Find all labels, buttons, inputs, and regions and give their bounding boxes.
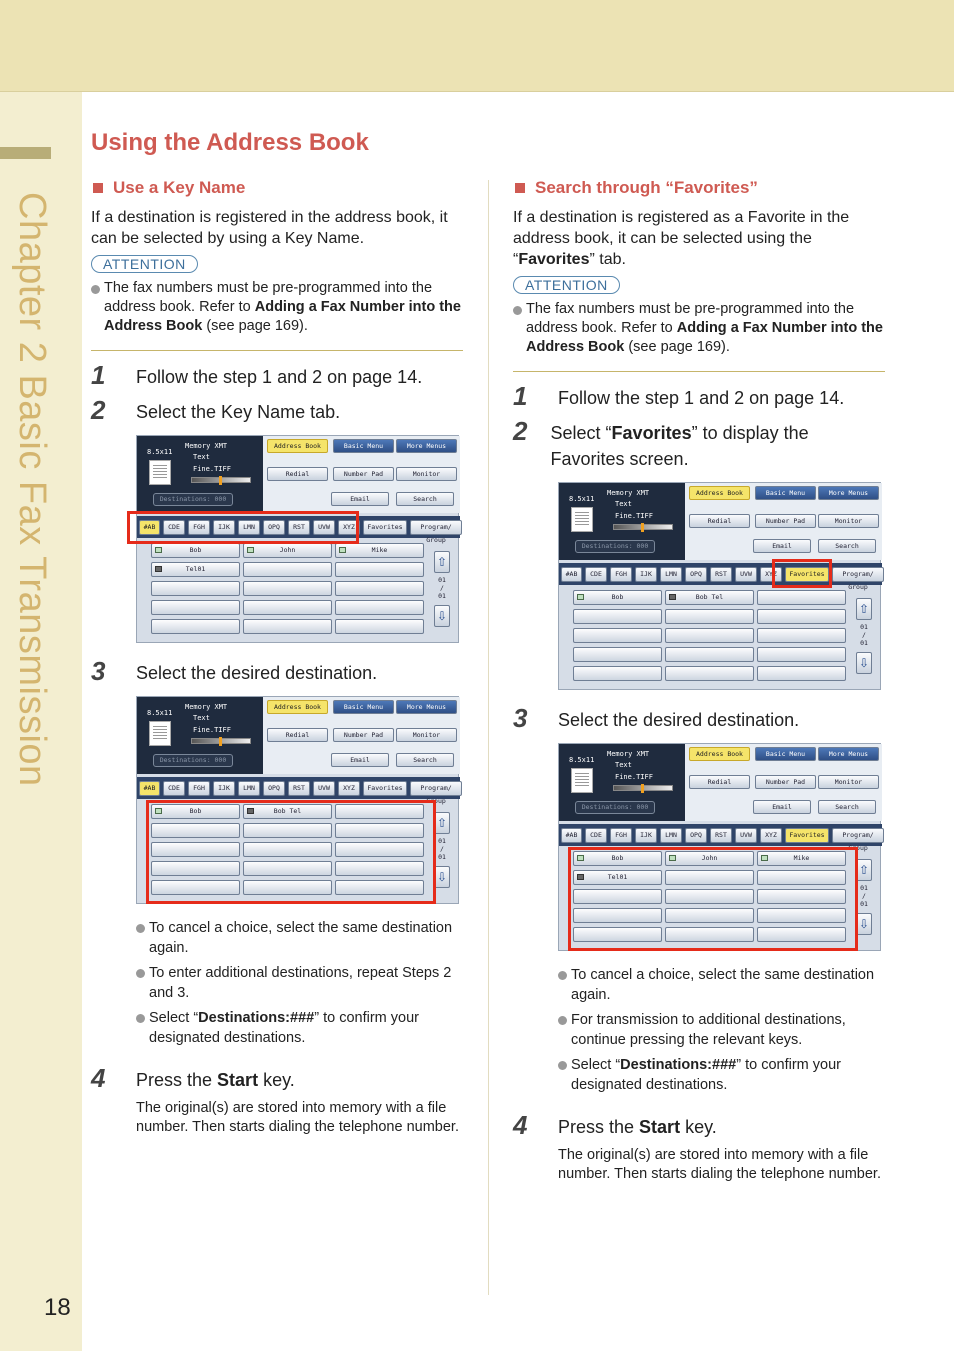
menu-button[interactable]: Address Book bbox=[267, 439, 328, 453]
button-area bbox=[685, 483, 882, 560]
destinations-button[interactable]: Destinations: 000 bbox=[153, 493, 233, 506]
paper-size-label: 8.5x11 bbox=[147, 448, 173, 456]
step-number: 4 bbox=[513, 1110, 528, 1140]
button-area bbox=[263, 436, 460, 513]
phone-icon bbox=[669, 594, 676, 600]
step-text: Follow the step 1 and 2 on page 14. bbox=[558, 388, 845, 408]
mode-label: Memory XMT bbox=[185, 442, 228, 450]
destination-name: Bob bbox=[189, 807, 202, 815]
bullet-icon bbox=[558, 1016, 567, 1025]
tab-key[interactable]: CDE bbox=[585, 567, 607, 582]
menu-button[interactable]: Basic Menu bbox=[333, 700, 394, 714]
tab-key[interactable]: OPQ bbox=[263, 781, 285, 796]
menu-button[interactable]: Basic Menu bbox=[333, 439, 394, 453]
destination-key[interactable] bbox=[335, 581, 424, 596]
scroll-up-button[interactable]: ⇧ bbox=[856, 859, 872, 881]
highlight-box bbox=[568, 847, 858, 951]
page-indicator-part: / bbox=[440, 845, 444, 853]
status-panel bbox=[559, 744, 685, 821]
search-button[interactable]: Search bbox=[396, 753, 454, 767]
function-button[interactable]: Redial bbox=[267, 728, 328, 742]
destination-key[interactable] bbox=[757, 647, 846, 662]
page-indicator-part: 01 bbox=[438, 592, 446, 600]
tab-key[interactable]: UVW bbox=[735, 828, 757, 843]
tab-key[interactable]: RST bbox=[710, 828, 732, 843]
tab-key[interactable]: FGH bbox=[610, 567, 632, 582]
bullet-item bbox=[136, 1008, 463, 1048]
destination-name: Mike bbox=[793, 854, 810, 862]
destination-key[interactable] bbox=[665, 609, 754, 624]
tab-key[interactable]: UVW bbox=[735, 567, 757, 582]
page-indicator-part: 01 bbox=[860, 639, 868, 647]
tab-key[interactable]: #AB bbox=[561, 828, 582, 843]
header-band bbox=[0, 0, 954, 92]
chapter-title: Chapter 2 Basic Fax Transmission bbox=[11, 192, 53, 787]
subsection-heading-text: Use a Key Name bbox=[113, 178, 246, 197]
search-button[interactable]: Search bbox=[818, 800, 876, 814]
destination-name: Tel01 bbox=[607, 873, 628, 881]
bullet-item bbox=[558, 1055, 885, 1095]
tab-key[interactable]: RST bbox=[288, 781, 310, 796]
page-indicator-part: / bbox=[862, 892, 866, 900]
destination-key[interactable] bbox=[573, 590, 662, 605]
destination-key[interactable] bbox=[335, 543, 424, 558]
destination-name: Bob bbox=[189, 546, 202, 554]
function-button[interactable]: Number Pad bbox=[333, 728, 394, 742]
contrast-slider[interactable] bbox=[191, 738, 251, 744]
step-text-part: Press the bbox=[136, 1070, 218, 1090]
tab-key[interactable]: OPQ bbox=[685, 828, 707, 843]
tab-key[interactable]: Favorites bbox=[363, 781, 407, 796]
bullet-item bbox=[558, 1010, 885, 1050]
menu-button[interactable]: More Menus bbox=[396, 700, 457, 714]
bullet-item bbox=[558, 965, 885, 1005]
menu-button[interactable]: Address Book bbox=[267, 700, 328, 714]
bullet-text: To cancel a choice, select the same destination again. bbox=[571, 967, 875, 1003]
tab-key[interactable]: Favorites bbox=[785, 567, 829, 582]
tab-key[interactable]: XYZ bbox=[338, 781, 360, 796]
step-bold-text: Start bbox=[217, 1070, 259, 1090]
destination-key[interactable] bbox=[335, 562, 424, 577]
contrast-slider[interactable] bbox=[613, 785, 673, 791]
scroll-up-button[interactable]: ⇧ bbox=[434, 551, 450, 573]
note-bold-text: Adding a Fax Number into the Address Book bbox=[104, 299, 461, 334]
page-number: 18 bbox=[44, 1294, 71, 1321]
destination-name: Bob bbox=[611, 854, 624, 862]
tab-key[interactable]: LMN bbox=[238, 520, 260, 535]
step-text bbox=[558, 1111, 717, 1140]
document-icon bbox=[571, 768, 593, 793]
square-bullet-icon bbox=[93, 183, 103, 193]
file-format-label: Fine.TIFF bbox=[615, 512, 653, 520]
step-number: 3 bbox=[513, 703, 528, 733]
step-4 bbox=[91, 1064, 463, 1093]
contrast-slider[interactable] bbox=[191, 477, 251, 483]
scroll-up-button[interactable]: ⇧ bbox=[434, 812, 450, 834]
destination-key[interactable] bbox=[151, 600, 240, 615]
bullet-bold-text: Destinations:### bbox=[620, 1057, 737, 1073]
chapter-tab-marker bbox=[0, 147, 51, 159]
paper-size-label: 8.5x11 bbox=[147, 709, 173, 717]
key-name-tabs bbox=[559, 824, 882, 852]
tab-key[interactable]: LMN bbox=[238, 781, 260, 796]
destination-key[interactable] bbox=[757, 628, 846, 643]
destination-key[interactable] bbox=[151, 562, 240, 577]
bullet-text: ” to confirm your designated destinations. bbox=[571, 1057, 841, 1093]
page-indicator-part: 01 bbox=[438, 837, 446, 845]
tab-key[interactable]: Favorites bbox=[785, 828, 829, 843]
destination-key[interactable] bbox=[757, 590, 846, 605]
menu-button[interactable]: Address Book bbox=[689, 747, 750, 761]
subsection-heading bbox=[513, 176, 885, 200]
step-description: The original(s) are stored into memory with a file number. Then starts dialing the telephone number. bbox=[558, 1147, 881, 1182]
destination-name: Mike bbox=[371, 546, 388, 554]
page-indicator-part: / bbox=[862, 631, 866, 639]
file-format-label: Fine.TIFF bbox=[193, 465, 231, 473]
destination-key[interactable] bbox=[243, 581, 332, 596]
fax-screen bbox=[558, 482, 881, 690]
tab-key[interactable]: IJK bbox=[213, 520, 235, 535]
destination-name: Tel01 bbox=[185, 565, 206, 573]
tab-key[interactable]: LMN bbox=[660, 567, 682, 582]
menu-button[interactable]: More Menus bbox=[818, 747, 879, 761]
step-number: 2 bbox=[513, 416, 528, 446]
text-mode-label: Text bbox=[193, 453, 210, 461]
destination-key[interactable] bbox=[243, 562, 332, 577]
intro-text-part: ” tab. bbox=[589, 251, 626, 268]
intro-text: If a destination is registered in the address book, it can be selected by using a Key Name. bbox=[91, 209, 448, 247]
step-2 bbox=[91, 396, 463, 425]
mode-label: Memory XMT bbox=[607, 750, 650, 758]
step-text-part: key. bbox=[258, 1070, 295, 1090]
function-button[interactable]: Number Pad bbox=[755, 775, 816, 789]
page-indicator-part: 01 bbox=[438, 853, 446, 861]
note-text: The fax numbers must be pre-programmed into the address book. Refer to bbox=[104, 280, 433, 315]
menu-button[interactable]: More Menus bbox=[818, 486, 879, 500]
bullet-text: Select “ bbox=[571, 1057, 621, 1073]
file-format-label: Fine.TIFF bbox=[193, 726, 231, 734]
email-button[interactable]: Email bbox=[331, 753, 389, 767]
step-4 bbox=[513, 1111, 885, 1140]
tab-key[interactable]: UVW bbox=[313, 520, 335, 535]
note-text: The fax numbers must be pre-programmed into the address book. Refer to bbox=[526, 301, 855, 336]
tab-key[interactable]: OPQ bbox=[263, 520, 285, 535]
step-number: 4 bbox=[91, 1063, 106, 1093]
destination-key[interactable] bbox=[243, 619, 332, 634]
step-number: 1 bbox=[91, 360, 106, 390]
function-button[interactable]: Redial bbox=[689, 514, 750, 528]
destination-key[interactable] bbox=[573, 609, 662, 624]
function-button[interactable]: Monitor bbox=[818, 514, 879, 528]
tab-key[interactable]: Favorites bbox=[363, 520, 407, 535]
intro-text bbox=[513, 207, 885, 270]
destination-key[interactable] bbox=[243, 600, 332, 615]
note-text: (see page 169). bbox=[624, 339, 730, 355]
destinations-button[interactable]: Destinations: 000 bbox=[153, 754, 233, 767]
bullet-bold-text: Destinations:### bbox=[198, 1010, 315, 1026]
subsection-heading-text: Search through “Favorites” bbox=[535, 178, 758, 197]
highlight-box bbox=[146, 800, 436, 904]
document-icon bbox=[571, 507, 593, 532]
key-name-tabs bbox=[559, 563, 882, 591]
search-button[interactable]: Search bbox=[818, 539, 876, 553]
button-area bbox=[685, 744, 882, 821]
note-bold-text: Adding a Fax Number into the Address Book bbox=[526, 320, 883, 355]
destination-key[interactable] bbox=[757, 666, 846, 681]
note-text: (see page 169). bbox=[202, 318, 308, 334]
highlight-box bbox=[127, 511, 359, 544]
bullet-text: ” to confirm your designated destinations. bbox=[149, 1010, 419, 1046]
tab-key[interactable]: #AB bbox=[139, 781, 160, 796]
bullet-text: For transmission to additional destinations, continue pressing the relevant keys. bbox=[571, 1012, 846, 1048]
section-title: Using the Address Book bbox=[91, 129, 369, 156]
intro-bold-text: Favorites bbox=[518, 251, 590, 268]
tab-key[interactable]: FGH bbox=[188, 781, 210, 796]
scroll-down-button[interactable]: ⇩ bbox=[856, 913, 872, 935]
fax-screen bbox=[136, 435, 459, 643]
right-column bbox=[513, 176, 885, 1184]
text-mode-label: Text bbox=[615, 500, 632, 508]
destination-key[interactable] bbox=[665, 647, 754, 662]
step-text-part: Select “ bbox=[550, 423, 612, 443]
page-indicator bbox=[856, 884, 872, 908]
destination-key[interactable] bbox=[151, 581, 240, 596]
step-text-part: ” to display the Favorites screen. bbox=[550, 423, 809, 469]
bullet-text: To enter additional destinations, repeat Steps 2 and 3. bbox=[149, 965, 452, 1001]
destination-name: Bob Tel bbox=[695, 593, 724, 601]
page-indicator bbox=[856, 623, 872, 647]
destination-key[interactable] bbox=[151, 619, 240, 634]
scroll-down-button[interactable]: ⇩ bbox=[434, 605, 450, 627]
page-indicator-part: 01 bbox=[860, 900, 868, 908]
destination-name: Bob bbox=[611, 593, 624, 601]
function-button[interactable]: Number Pad bbox=[755, 514, 816, 528]
tab-key[interactable]: #AB bbox=[561, 567, 582, 582]
intro-text-part: If a destination is registered as a Favorite in the address book, it can be selected using the “ bbox=[513, 209, 850, 268]
tab-key[interactable]: CDE bbox=[585, 828, 607, 843]
tab-key[interactable]: CDE bbox=[163, 520, 185, 535]
destinations-button[interactable]: Destinations: 000 bbox=[575, 801, 655, 814]
page-indicator-part: 01 bbox=[438, 576, 446, 584]
scroll-up-button[interactable]: ⇧ bbox=[856, 598, 872, 620]
page-indicator bbox=[434, 576, 450, 600]
destination-key[interactable] bbox=[335, 600, 424, 615]
destination-key[interactable] bbox=[665, 666, 754, 681]
status-panel bbox=[137, 436, 263, 513]
tab-key[interactable]: Program/ Group bbox=[832, 567, 884, 582]
fax-screen bbox=[558, 743, 881, 951]
attention-note bbox=[91, 279, 463, 336]
document-icon bbox=[149, 721, 171, 746]
tab-key[interactable]: XYZ bbox=[760, 828, 782, 843]
destination-name: Bob Tel bbox=[273, 807, 302, 815]
bullet-text: To cancel a choice, select the same destination again. bbox=[149, 920, 453, 956]
menu-button[interactable]: Address Book bbox=[689, 486, 750, 500]
email-button[interactable]: Email bbox=[753, 539, 811, 553]
tab-key[interactable]: #AB bbox=[139, 520, 160, 535]
page-indicator-part: / bbox=[440, 584, 444, 592]
scroll-down-button[interactable]: ⇩ bbox=[856, 652, 872, 674]
column-divider bbox=[488, 180, 489, 1295]
button-area bbox=[263, 697, 460, 774]
bullet-icon bbox=[91, 285, 100, 294]
destination-key[interactable] bbox=[757, 609, 846, 624]
attention-label: ATTENTION bbox=[513, 276, 620, 294]
tab-key[interactable]: FGH bbox=[610, 828, 632, 843]
function-button[interactable]: Monitor bbox=[396, 728, 457, 742]
step-text bbox=[551, 417, 885, 472]
tab-key[interactable]: XYZ bbox=[338, 520, 360, 535]
subsection-heading bbox=[91, 176, 463, 200]
status-panel bbox=[137, 697, 263, 774]
phone-icon bbox=[155, 566, 162, 572]
attention-note bbox=[513, 300, 885, 357]
divider bbox=[91, 350, 463, 351]
menu-button[interactable]: Basic Menu bbox=[755, 747, 816, 761]
left-column bbox=[91, 176, 463, 1137]
menu-button[interactable]: More Menus bbox=[396, 439, 457, 453]
text-mode-label: Text bbox=[615, 761, 632, 769]
scroll-down-button[interactable]: ⇩ bbox=[434, 866, 450, 888]
step-1 bbox=[513, 382, 885, 411]
step-1 bbox=[91, 361, 463, 390]
step-text: Select the desired destination. bbox=[558, 710, 800, 730]
email-icon bbox=[577, 594, 584, 600]
attention-label: ATTENTION bbox=[91, 255, 198, 273]
contrast-slider[interactable] bbox=[613, 524, 673, 530]
step-2 bbox=[513, 417, 885, 472]
bullet-icon bbox=[136, 1014, 145, 1023]
destination-key[interactable] bbox=[573, 628, 662, 643]
text-mode-label: Text bbox=[193, 714, 210, 722]
tab-key[interactable]: Program/ Group bbox=[832, 828, 884, 843]
bullet-icon bbox=[513, 306, 522, 315]
step-text: Select the Key Name tab. bbox=[136, 402, 341, 422]
tab-key[interactable]: IJK bbox=[635, 828, 657, 843]
bullet-icon bbox=[136, 969, 145, 978]
function-button[interactable]: Number Pad bbox=[333, 467, 394, 481]
destination-name: John bbox=[701, 854, 718, 862]
tab-key[interactable]: IJK bbox=[635, 567, 657, 582]
highlight-box bbox=[772, 559, 832, 588]
step-text: Select the desired destination. bbox=[136, 663, 378, 683]
tab-key[interactable]: Program/ Group bbox=[410, 781, 462, 796]
step-3 bbox=[513, 704, 885, 733]
key-name-tabs bbox=[137, 777, 460, 805]
destination-key[interactable] bbox=[573, 647, 662, 662]
bullet-text: Select “ bbox=[149, 1010, 199, 1026]
tab-key[interactable]: XYZ bbox=[760, 567, 782, 582]
bullet-icon bbox=[558, 1061, 567, 1070]
bullet-item bbox=[136, 963, 463, 1003]
step-text-part: Press the bbox=[558, 1117, 640, 1137]
step-number: 1 bbox=[513, 381, 528, 411]
email-icon bbox=[247, 547, 254, 553]
destination-key[interactable] bbox=[665, 590, 754, 605]
email-icon bbox=[155, 547, 162, 553]
destination-key[interactable] bbox=[243, 543, 332, 558]
destination-key[interactable] bbox=[335, 619, 424, 634]
square-bullet-icon bbox=[515, 183, 525, 193]
mode-label: Memory XMT bbox=[185, 703, 228, 711]
destinations-button[interactable]: Destinations: 000 bbox=[575, 540, 655, 553]
bullet-item bbox=[136, 918, 463, 958]
function-button[interactable]: Redial bbox=[689, 775, 750, 789]
tab-key[interactable]: RST bbox=[710, 567, 732, 582]
step-number: 2 bbox=[91, 395, 106, 425]
tab-key[interactable]: FGH bbox=[188, 520, 210, 535]
menu-button[interactable]: Basic Menu bbox=[755, 486, 816, 500]
destination-key[interactable] bbox=[665, 628, 754, 643]
tab-key[interactable]: RST bbox=[288, 520, 310, 535]
divider bbox=[513, 371, 885, 372]
fax-screen bbox=[136, 696, 459, 904]
destination-name: John bbox=[279, 546, 296, 554]
page-indicator-part: 01 bbox=[860, 623, 868, 631]
step-description: The original(s) are stored into memory with a file number. Then starts dialing the telephone number. bbox=[136, 1100, 459, 1135]
tab-key[interactable]: UVW bbox=[313, 781, 335, 796]
step-text bbox=[136, 1064, 295, 1093]
tab-key[interactable]: OPQ bbox=[685, 567, 707, 582]
paper-size-label: 8.5x11 bbox=[569, 495, 595, 503]
step-text-part: key. bbox=[680, 1117, 717, 1137]
tab-key[interactable]: Program/ Group bbox=[410, 520, 462, 535]
document-icon bbox=[149, 460, 171, 485]
bullet-icon bbox=[558, 971, 567, 980]
email-button[interactable]: Email bbox=[331, 492, 389, 506]
destination-key[interactable] bbox=[151, 543, 240, 558]
function-button[interactable]: Monitor bbox=[818, 775, 879, 789]
destination-key[interactable] bbox=[573, 666, 662, 681]
step-3 bbox=[91, 657, 463, 686]
step-bold-text: Favorites bbox=[611, 423, 692, 443]
step-text: Follow the step 1 and 2 on page 14. bbox=[136, 367, 423, 387]
email-button[interactable]: Email bbox=[753, 800, 811, 814]
mode-label: Memory XMT bbox=[607, 489, 650, 497]
status-panel bbox=[559, 483, 685, 560]
paper-size-label: 8.5x11 bbox=[569, 756, 595, 764]
page-indicator bbox=[434, 837, 450, 861]
tab-key[interactable]: IJK bbox=[213, 781, 235, 796]
step-bold-text: Start bbox=[639, 1117, 681, 1137]
file-format-label: Fine.TIFF bbox=[615, 773, 653, 781]
tab-key[interactable]: CDE bbox=[163, 781, 185, 796]
tab-key[interactable]: LMN bbox=[660, 828, 682, 843]
page-indicator-part: 01 bbox=[860, 884, 868, 892]
step-number: 3 bbox=[91, 656, 106, 686]
bullet-icon bbox=[136, 924, 145, 933]
function-button[interactable]: Redial bbox=[267, 467, 328, 481]
email-icon bbox=[339, 547, 346, 553]
function-button[interactable]: Monitor bbox=[396, 467, 457, 481]
search-button[interactable]: Search bbox=[396, 492, 454, 506]
